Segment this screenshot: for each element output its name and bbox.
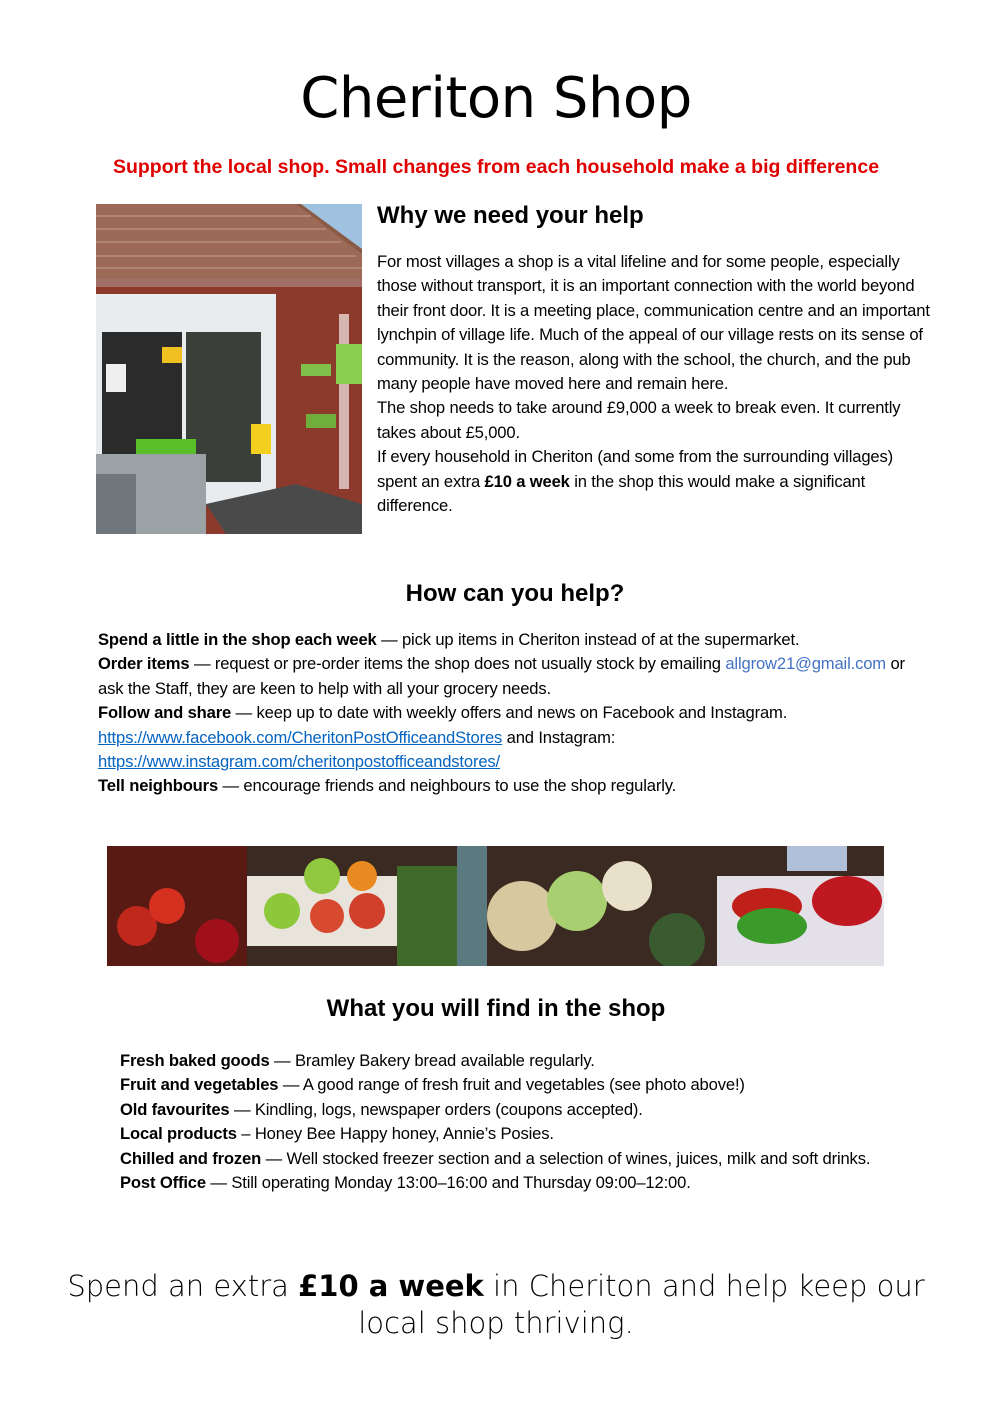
page-title: Cheriton Shop — [300, 66, 692, 131]
amount-bold: £10 a week — [298, 1269, 484, 1303]
item-title: Local products — [120, 1124, 237, 1144]
why-paragraph-1: For most villages a shop is a vital lifeline and for some people, especially those without transport, it is an important connection with the world beyond their front door. It is a meeting place, communication centre and an important lynchpin of village life. Much of the appeal of our village rests on its sense of community. It is the reason, along with the school, the church, and the pub many people have moved here and remain here. — [377, 252, 930, 394]
item-title: Chilled and frozen — [120, 1148, 262, 1168]
shop-front-photo — [96, 204, 362, 534]
item-text: — keep up to date with weekly offers and news on Facebook and Instagram. — [231, 703, 788, 723]
list-item — [120, 1147, 910, 1171]
text: If every household in Cheriton (and some from the surrounding villages) spent an extra — [377, 447, 894, 491]
item-text: — encourage friends and neighbours to use the shop regularly. — [218, 776, 677, 796]
list-item — [120, 1049, 910, 1073]
item-title: Post Office — [120, 1173, 206, 1193]
item-text: or ask the Staff, they are keen to help with all your grocery needs. — [98, 654, 905, 698]
list-item — [98, 774, 918, 798]
item-text: — request or pre-order items the shop does not usually stock by emailing — [189, 654, 726, 674]
find-heading: What you will find in the shop — [326, 995, 666, 1022]
list-item — [98, 701, 918, 774]
why-paragraph-3 — [377, 445, 937, 518]
item-title: Fruit and vegetables — [120, 1075, 279, 1095]
text: Spend an extra — [67, 1269, 299, 1303]
find-list — [120, 1049, 910, 1195]
item-text: and Instagram: — [502, 727, 616, 747]
item-text: — Well stocked freezer section and a selection of wines, juices, milk and soft drinks. — [261, 1148, 871, 1168]
item-text: — Kindling, logs, newspaper orders (coupons accepted). — [229, 1099, 643, 1119]
how-heading: How can you help? — [405, 580, 625, 607]
item-title: Follow and share — [98, 703, 232, 723]
closing-message — [40, 1268, 952, 1342]
fruit-and-vegetables-photo — [107, 846, 884, 966]
item-title: Old favourites — [120, 1099, 230, 1119]
item-text: — pick up items in Cheriton instead of at the supermarket. — [376, 630, 800, 649]
item-title: Fresh baked goods — [120, 1051, 270, 1070]
subtitle: Support the local shop. Small changes from each household make a big difference — [112, 156, 880, 178]
item-title: Order items — [98, 654, 190, 674]
item-title: Tell neighbours — [98, 776, 219, 796]
item-text: — Still operating Monday 13:00–16:00 and Thursday 09:00–12:00. — [205, 1173, 691, 1193]
why-heading: Why we need your help — [377, 202, 644, 229]
item-title: Spend a little in the shop each week — [98, 630, 377, 649]
list-item — [120, 1122, 910, 1146]
instagram-link[interactable]: https://www.instagram.com/cheritonpostofficeandstores/ — [98, 752, 501, 772]
email-link[interactable]: allgrow21@gmail.com — [725, 654, 886, 674]
item-text: — A good range of fresh fruit and vegetables (see photo above!) — [278, 1075, 745, 1095]
text: in Cheriton and help keep our local shop thriving. — [358, 1269, 925, 1340]
text: in the shop this would make a significant difference. — [377, 471, 866, 516]
how-list — [98, 628, 918, 799]
why-paragraph-2: The shop needs to take around £9,000 a week to break even. It currently takes about £5,000. — [377, 398, 901, 442]
list-item — [120, 1098, 910, 1122]
facebook-link[interactable]: https://www.facebook.com/CheritonPostOfficeandStores — [98, 727, 503, 747]
list-item — [98, 628, 918, 652]
amount-bold: £10 a week — [484, 471, 570, 491]
item-text: – Honey Bee Happy honey, Annie’s Posies. — [236, 1124, 554, 1144]
list-item — [120, 1073, 910, 1097]
list-item — [98, 652, 918, 701]
item-text: — Bramley Bakery bread available regularly. — [269, 1051, 595, 1070]
why-body — [377, 250, 937, 518]
list-item — [120, 1171, 910, 1195]
